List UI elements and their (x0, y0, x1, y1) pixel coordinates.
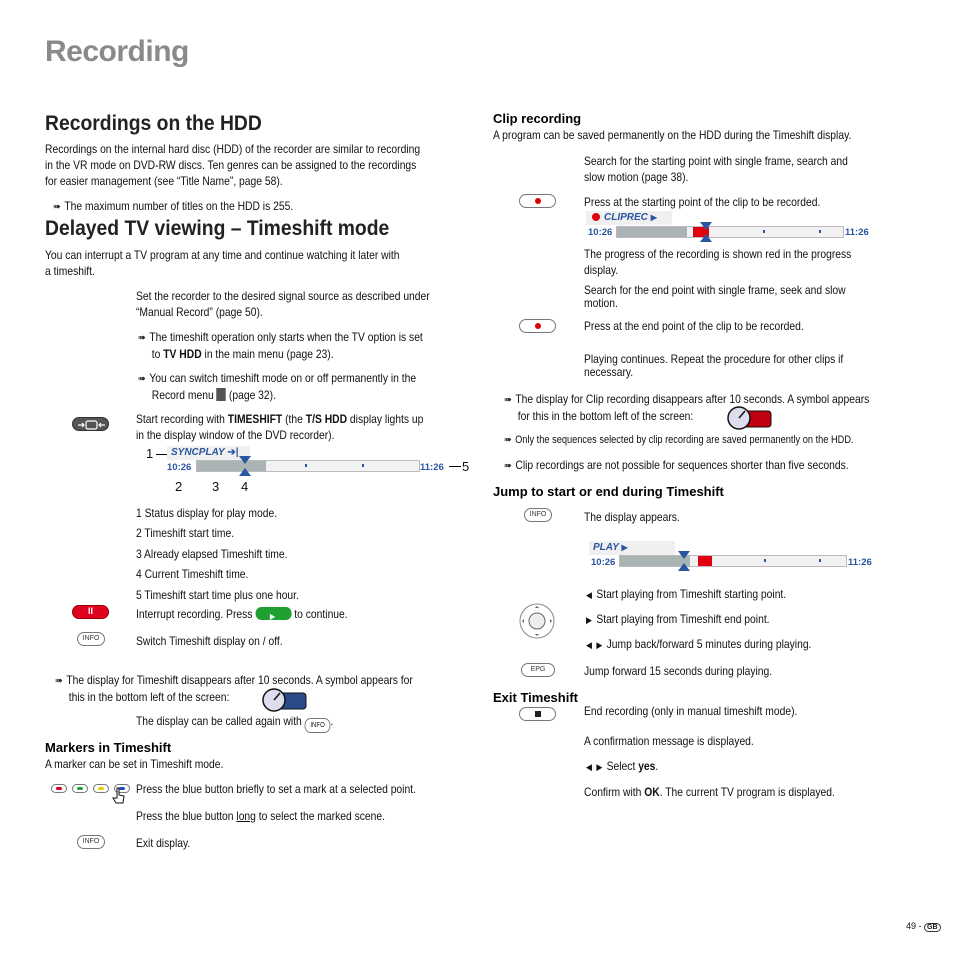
syncplay-display (146, 446, 476, 496)
press-start-text: Press at the starting point of the clip to be recorded. (584, 195, 821, 209)
clip-symbol-icon (727, 405, 773, 431)
start-time: 10:26 (588, 227, 613, 238)
confirm-ok-text: Confirm with OK. The current TV program is displayed. (584, 785, 835, 799)
called-again-text: The display can be called again with INFO . (136, 713, 333, 733)
legend-item: 1 Status display for play mode. (136, 506, 278, 520)
disappear-note: ➠ The display for Timeshift disappears after 10 seconds. A symbol appears for this in the bottom left of the screen: (55, 673, 413, 704)
end-recording-text: End recording (only in manual timeshift mode). (584, 704, 798, 718)
callout-line (449, 466, 461, 467)
press-end-text: Press at the end point of the clip to be recorded. (584, 319, 804, 333)
yellow-button[interactable] (93, 784, 109, 793)
left-arrow-icon: ◀ (586, 590, 592, 600)
color-buttons (51, 783, 131, 803)
pause-button[interactable] (72, 605, 109, 619)
clip-note-2: ➠ Only the sequences selected by clip recording are saved permanently on the HDD. (504, 434, 854, 446)
callout-5: 5 (462, 459, 470, 474)
end-playing-text: ▶ Start playing from Timeshift end point. (586, 612, 770, 626)
record-menu-icon (217, 388, 226, 401)
position-marker-icon (678, 551, 690, 571)
play-display (589, 541, 879, 571)
start-time: 10:26 (591, 557, 616, 568)
display-appears-text: The display appears. (584, 510, 680, 524)
clip-note-1: ➠ The display for Clip recording disappears after 10 seconds. A symbol appears for this in the bottom left of the screen: (504, 392, 870, 423)
navigation-pad-icon[interactable] (519, 603, 555, 639)
search-start-text: Search for the starting point with single frame, search and slow motion (page 38). (584, 154, 848, 184)
callout-2: 2 (175, 479, 183, 494)
end-time: 11:26 (848, 557, 872, 568)
note-arrow-icon: ➠ (138, 332, 146, 344)
switch-display-text: Switch Timeshift display on / off. (136, 634, 283, 648)
progress-track (619, 555, 847, 567)
marker-tick (763, 230, 765, 233)
note-arrow-icon: ➠ (504, 434, 512, 446)
exit-heading: Exit Timeshift (493, 690, 579, 705)
timeshift-icon (73, 418, 110, 432)
timeshift-heading: Delayed TV viewing – Timeshift mode (45, 217, 390, 240)
start-playing-text: ◀ Start playing from Timeshift starting point. (586, 587, 787, 601)
right-arrow-icon: ▶ (586, 615, 592, 625)
marker-tick (764, 559, 766, 562)
record-menu-note: ➠ You can switch timeshift mode on or off permanently in the Record menu (page 32). (138, 371, 417, 402)
markers-intro: A marker can be set in Timeshift mode. (45, 757, 224, 771)
country-badge: GB (924, 923, 941, 932)
tv-option-note: ➠ The timeshift operation only starts when the TV option is set to TV HDD in the main menu (page 23). (138, 330, 423, 361)
record-button[interactable] (519, 319, 556, 333)
clip-segment (698, 556, 712, 566)
clip-heading: Clip recording (493, 111, 582, 126)
clip-note-3: ➠ Clip recordings are not possible for sequences shorter than five seconds. (504, 458, 849, 472)
note-arrow-icon: ➠ (138, 373, 146, 385)
stop-button[interactable] (519, 707, 556, 721)
info-button[interactable]: INFO (524, 508, 552, 522)
jump15-text: Jump forward 15 seconds during playing. (584, 664, 773, 678)
right-arrow-icon: ▶ (596, 640, 603, 650)
left-arrow-icon: ◀ (586, 640, 592, 650)
progress-track (616, 226, 844, 238)
select-yes-text: ◀ ▶ Select yes. (586, 759, 659, 773)
clip-intro: A program can be saved permanently on the HDD during the Timeshift display. (493, 128, 852, 142)
marker-tick (819, 230, 821, 233)
position-marker-icon (700, 222, 712, 242)
epg-button[interactable]: EPG (521, 663, 555, 677)
page-number: 49 - GB (906, 921, 941, 932)
stop-icon (535, 711, 541, 717)
progress-track (196, 460, 420, 472)
note-arrow-icon: ➠ (55, 675, 63, 687)
green-button[interactable] (72, 784, 88, 793)
legend-item: 5 Timeshift start time plus one hour. (136, 587, 299, 602)
play-icon: ▶ (269, 612, 276, 621)
timeshift-paragraph: You can interrupt a TV program at any time and continue watching it later with a timeshift. (45, 248, 400, 278)
rec-dot-icon (592, 213, 600, 221)
note-arrow-icon: ➠ (504, 460, 512, 472)
info-button-inline[interactable]: INFO (305, 718, 331, 733)
play-button[interactable] (255, 607, 291, 620)
end-time: 11:26 (845, 227, 869, 238)
end-time: 11:26 (420, 462, 444, 473)
cliprec-label: CLIPREC ▶ (586, 211, 672, 225)
elapsed-fill (197, 461, 266, 471)
position-marker-icon (239, 456, 251, 476)
marker-tick (819, 559, 821, 562)
search-end-text: Search for the end point with single frame, seek and slow motion. (584, 283, 846, 310)
info-button[interactable]: INFO (77, 835, 105, 849)
start-recording-text: Start recording with TIMESHIFT (the T/S HDD display lights up in the display window of the DVD recorder). (136, 412, 424, 442)
timeshift-button[interactable] (72, 417, 109, 431)
record-icon (535, 198, 541, 204)
marker-tick (305, 464, 307, 467)
exit-display-text: Exit display. (136, 836, 191, 850)
markers-heading: Markers in Timeshift (45, 740, 172, 755)
legend-item: 3 Already elapsed Timeshift time. (136, 546, 288, 561)
legend-item: 2 Timeshift start time. (136, 526, 235, 541)
play-label: PLAY ▶ (589, 541, 675, 555)
hdd-heading: Recordings on the HDD (45, 112, 262, 135)
blue-long-text: Press the blue button long to select the marked scene. (136, 809, 385, 823)
timeshift-symbol-icon (262, 687, 308, 713)
legend-list (136, 503, 299, 605)
syncplay-label: SYNCPLAY ➔| (167, 446, 250, 460)
info-button[interactable]: INFO (77, 632, 105, 646)
right-arrow-icon: ▶ (596, 762, 603, 772)
record-icon (535, 323, 541, 329)
playing-continues-text: Playing continues. Repeat the procedure for other clips if necessary. (584, 352, 844, 379)
cliprec-display (586, 211, 878, 241)
confirm-message-text: A confirmation message is displayed. (584, 734, 754, 748)
callout-1: 1 (146, 446, 154, 461)
callout-3: 3 (212, 479, 220, 494)
hand-pointer-icon (111, 787, 127, 805)
callout-4: 4 (241, 479, 249, 494)
progress-red-text: The progress of the recording is shown red in the progress display. (584, 247, 852, 277)
page-title: Recording (45, 35, 189, 68)
marker-tick (362, 464, 364, 467)
red-button[interactable] (51, 784, 67, 793)
hdd-paragraph: Recordings on the internal hard disc (HDD) of the recorder are similar to recording in the VR mode on DVD-RW discs. Ten genres can be assigned to the recordings for easier management (see “Title Name”, page 58). (45, 142, 421, 188)
set-source-text: Set the recorder to the desired signal source as described under “Manual Record” (page 50). (136, 289, 430, 319)
note-arrow-icon: ➠ (53, 201, 61, 213)
jump5-text: ◀ ▶ Jump back/forward 5 minutes during playing. (586, 637, 812, 651)
note-arrow-icon: ➠ (504, 394, 512, 406)
hdd-note: ➠ The maximum number of titles on the HDD is 255. (53, 199, 294, 213)
start-time: 10:26 (167, 462, 192, 473)
legend-item: 4 Current Timeshift time. (136, 567, 249, 582)
record-button[interactable] (519, 194, 556, 208)
interrupt-text: Interrupt recording. Press ▶ to continue. (136, 606, 348, 622)
left-arrow-icon: ◀ (586, 762, 592, 772)
pause-icon: II (87, 606, 93, 616)
jump-heading: Jump to start or end during Timeshift (493, 484, 724, 499)
elapsed-fill (617, 227, 687, 237)
blue-short-text: Press the blue button briefly to set a mark at a selected point. (136, 782, 416, 796)
